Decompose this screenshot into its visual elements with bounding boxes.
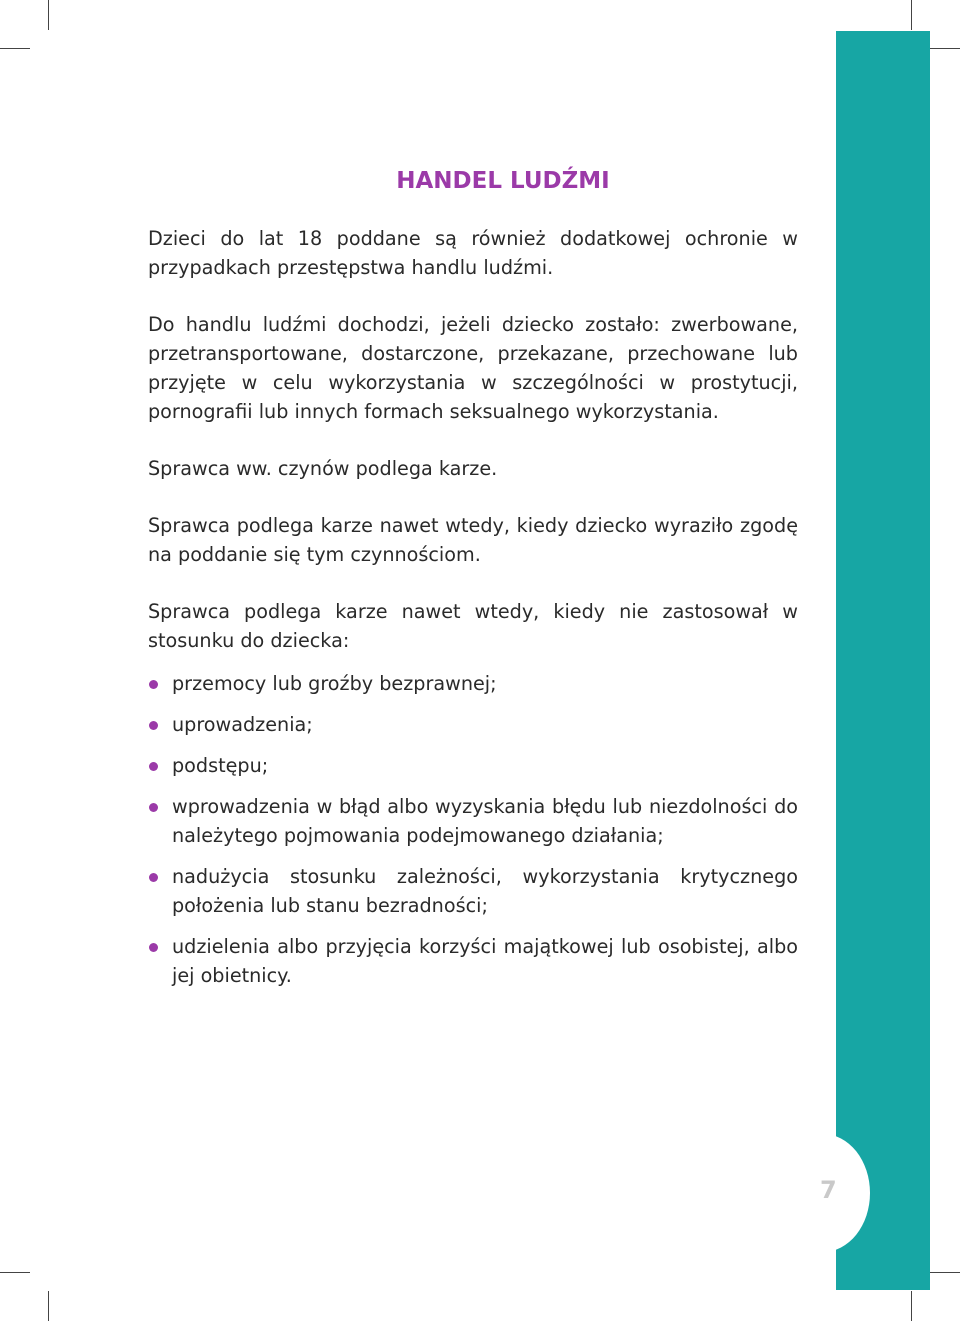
list-item: [148, 862, 798, 920]
bullet-icon: [149, 943, 158, 952]
list-item: [148, 792, 798, 850]
crop-mark: [0, 48, 30, 49]
conditions-list: [148, 669, 798, 990]
list-item-text: przemocy lub groźby bezprawnej;: [172, 672, 497, 695]
bullet-icon: [149, 721, 158, 730]
page-content: [148, 166, 798, 1002]
list-item-text: wprowadzenia w błąd albo wyzyskania błędu lub niezdolności do należytego pojmowania podejmowanego działania;: [172, 795, 798, 847]
crop-mark: [0, 1272, 30, 1273]
paragraph: Dzieci do lat 18 poddane są również dodatkowej ochronie w przypadkach przestępstwa handlu ludźmi.: [148, 227, 798, 279]
crop-mark: [930, 1272, 960, 1273]
paragraph: Sprawca ww. czynów podlega karze.: [148, 457, 498, 480]
list-item-text: uprowadzenia;: [172, 713, 313, 736]
crop-mark: [911, 0, 912, 30]
list-item: [148, 710, 798, 739]
bullet-icon: [149, 762, 158, 771]
paragraph: Do handlu ludźmi dochodzi, jeżeli dziecko zostało: zwerbowane, przetransportowane, dostarczone, przekazane, przechowane lub przyjęte w celu wykorzystania w szczególności w prostytucji, pornografii lub innych formach seksualnego wykorzystania.: [148, 313, 798, 423]
crop-mark: [48, 1291, 49, 1321]
list-item: [148, 669, 798, 698]
bullet-icon: [149, 803, 158, 812]
crop-mark: [930, 48, 960, 49]
bullet-icon: [149, 873, 158, 882]
list-item-text: nadużycia stosunku zależności, wykorzystania krytycznego położenia lub stanu bezradności;: [172, 865, 798, 917]
list-item: [148, 751, 798, 780]
list-item: [148, 932, 798, 990]
list-item-text: podstępu;: [172, 754, 269, 777]
side-accent-bar: [836, 31, 930, 1290]
paragraph: Sprawca podlega karze nawet wtedy, kiedy dziecko wyraziło zgodę na poddanie się tym czynnościom.: [148, 514, 798, 566]
page-title: HANDEL LUDŹMI: [396, 168, 610, 194]
page-number: 7: [820, 1176, 837, 1204]
list-item-text: udzielenia albo przyjęcia korzyści majątkowej lub osobistej, albo jej obietnicy.: [172, 935, 798, 987]
paragraph: Sprawca podlega karze nawet wtedy, kiedy nie zastosował w stosunku do dziecka:: [148, 600, 798, 652]
crop-mark: [48, 0, 49, 30]
bullet-icon: [149, 680, 158, 689]
crop-mark: [911, 1291, 912, 1321]
